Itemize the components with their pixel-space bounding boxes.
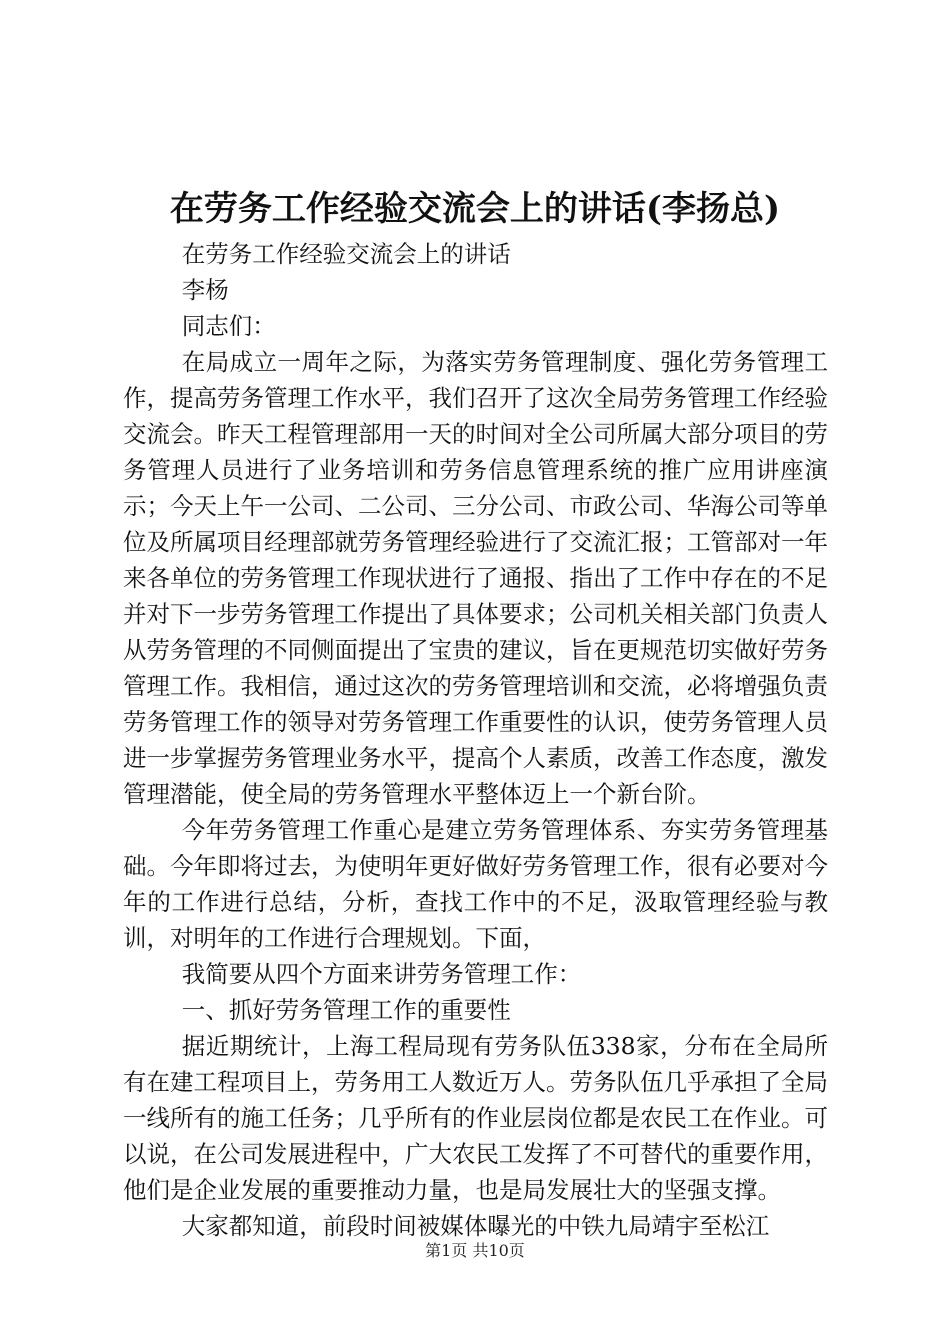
paragraph: 今年劳务管理工作重心是建立劳务管理体系、夯实劳务管理基础。今年即将过去，为使明年更好做好劳务管理工作，很有必要对今年的工作进行总结，分析，查找工作中的不足，汲取管理经验与教训，对明年的工作进行合理规划。下面， bbox=[123, 816, 828, 952]
paragraph: 据近期统计，上海工程局现有劳务队伍338家，分布在全局所有在建工程项目上，劳务用工人数近万人。劳务队伍几乎承担了全局一线所有的施工任务；几乎所有的作业层岗位都是农民工在作业。可以说，在公司发展进程中，广大农民工发挥了不可替代的重要作用，他们是企业发展的重要推动力量，也是局发展壮大的坚强支撑。 bbox=[123, 1032, 828, 1204]
page-number-footer: 第1页 共10页 bbox=[425, 1241, 525, 1260]
author-line: 李杨 bbox=[181, 276, 229, 304]
paragraph: 我简要从四个方面来讲劳务管理工作： bbox=[181, 960, 582, 988]
document-body bbox=[123, 236, 828, 1244]
section-heading: 一、抓好劳务管理工作的重要性 bbox=[181, 996, 511, 1024]
greeting-line: 同志们： bbox=[181, 312, 276, 340]
paragraph: 大家都知道，前段时间被媒体曝光的中铁九局靖宇至松江 bbox=[181, 1212, 770, 1240]
paragraph: 在局成立一周年之际，为落实劳务管理制度、强化劳务管理工作，提高劳务管理工作水平，我们召开了这次全局劳务管理工作经验交流会。昨天工程管理部用一天的时间对全公司所属大部分项目的劳务管理人员进行了业务培训和劳务信息管理系统的推广应用讲座演示；今天上午一公司、二公司、三分公司、市政公司、华海公司等单位及所属项目经理部就劳务管理经验进行了交流汇报；工管部对一年来各单位的劳务管理工作现状进行了通报、指出了工作中存在的不足并对下一步劳务管理工作提出了具体要求；公司机关相关部门负责人从劳务管理的不同侧面提出了宝贵的建议，旨在更规范切实做好劳务管理工作。我相信，通过这次的劳务管理培训和交流，必将增强负责劳务管理工作的领导对劳务管理工作重要性的认识，使劳务管理人员进一步掌握劳务管理业务水平，提高个人素质，改善工作态度，激发管理潜能，使全局的劳务管理水平整体迈上一个新台阶。 bbox=[123, 348, 828, 808]
subtitle-line: 在劳务工作经验交流会上的讲话 bbox=[181, 240, 511, 268]
document-title: 在劳务工作经验交流会上的讲话(李扬总) bbox=[169, 189, 781, 229]
